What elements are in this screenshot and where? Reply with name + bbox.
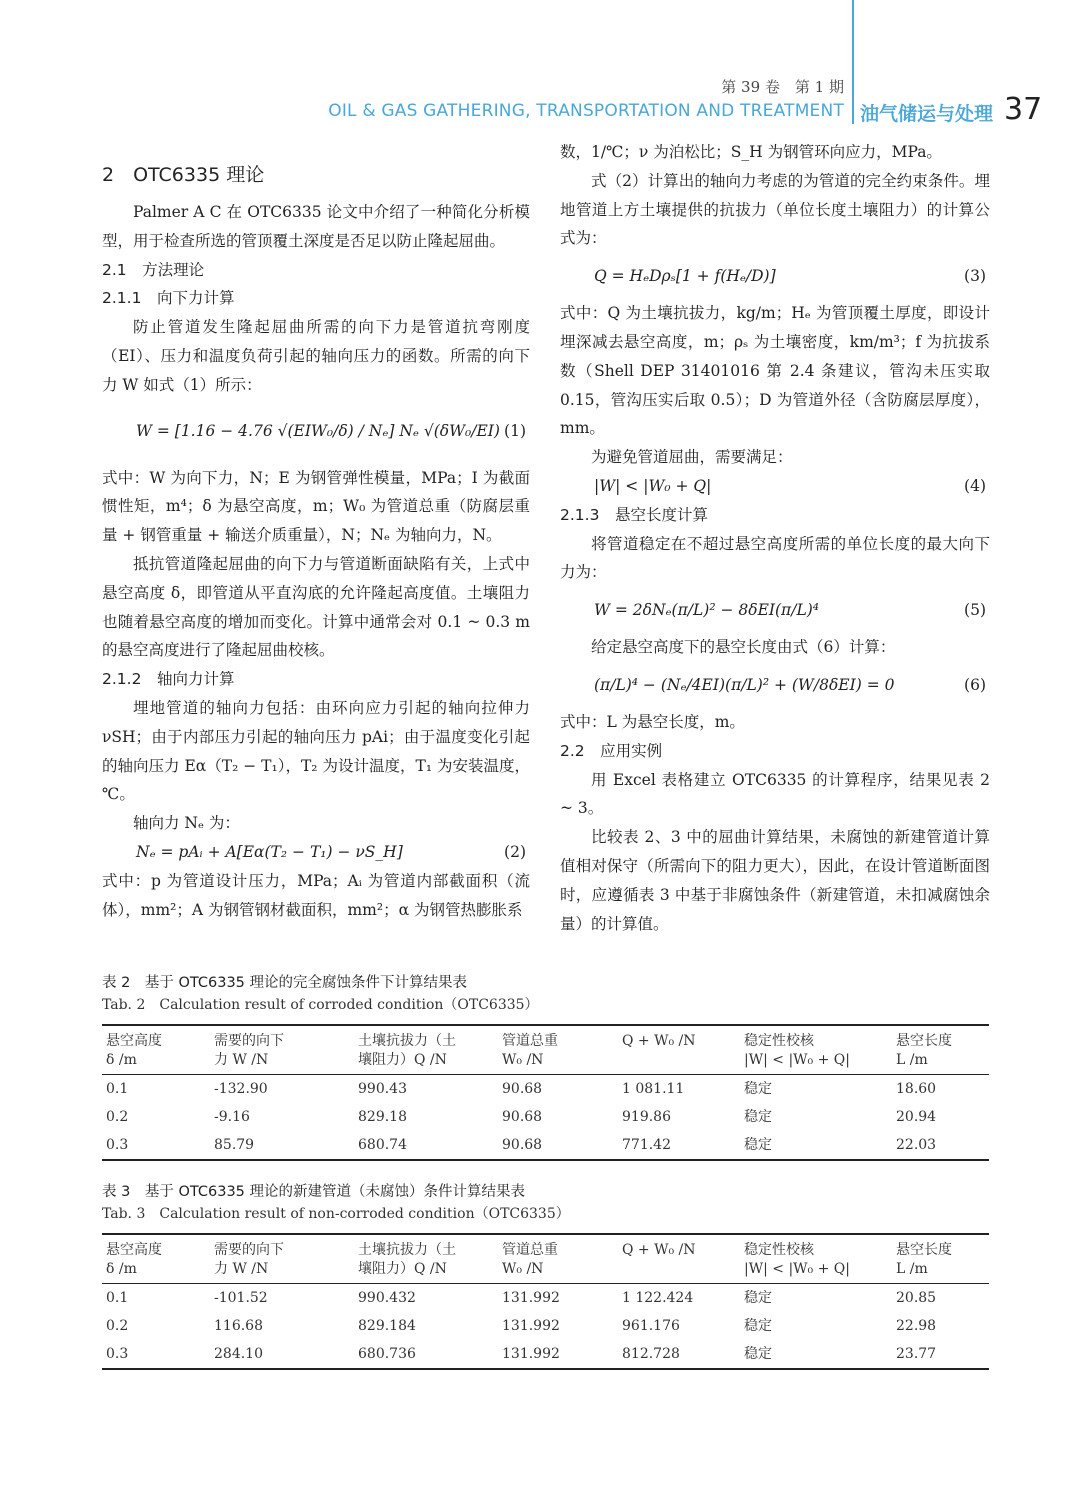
table-header-row <box>102 1234 989 1284</box>
col-header: 管道总重 W₀ /N <box>502 1033 558 1068</box>
page-header <box>0 0 1080 130</box>
equation-text: Nₑ = pAᵢ + A[Eα(T₂ − T₁) − νS_H] <box>136 842 403 861</box>
table-cell: 919.86 <box>622 1109 671 1125</box>
table-cell: 23.77 <box>896 1346 937 1362</box>
table-caption-cn: 表 3 基于 OTC6335 理论的新建管道（未腐蚀）条件计算结果表 <box>102 1184 525 1200</box>
equation-text: W = [1.16 − 4.76 √(EIW₀/δ) / Nₑ] Nₑ √(δW₀/EI) <box>136 422 500 441</box>
col-header: Q + W₀ /N <box>622 1242 696 1258</box>
table-cell: 稳定 <box>744 1081 772 1097</box>
equation-1 <box>102 400 530 464</box>
section-heading: 2 OTC6335 理论 <box>102 164 265 186</box>
table-cell: 131.992 <box>502 1290 560 1306</box>
table-cell: 0.3 <box>106 1137 129 1153</box>
col-header: 悬空高度 δ /m <box>106 1242 162 1277</box>
table-cell: 18.60 <box>896 1081 937 1097</box>
paragraph: 比较表 2、3 中的屈曲计算结果，未腐蚀的新建管道计算值相对保守（所需向下的阻力更大），因此，在设计管道断面图时，应遵循表 3 中基于非腐蚀条件（新建管道，未扣减腐蚀余量）的计算值。 <box>560 828 990 933</box>
table-row <box>102 1284 989 1313</box>
journal-title-en: OIL & GAS GATHERING, TRANSPORTATION AND TREATMENT <box>328 101 844 121</box>
equation-text: |W| < |W₀ + Q| <box>594 476 712 495</box>
table-cell: 0.1 <box>106 1081 129 1097</box>
subsubsection-heading: 2.1.2 轴向力计算 <box>102 670 235 689</box>
table-row <box>102 1075 989 1104</box>
table-cell: -132.90 <box>214 1081 268 1097</box>
subsubsection-heading: 2.1.3 悬空长度计算 <box>560 505 708 524</box>
table-cell: 0.2 <box>106 1109 129 1125</box>
table-2-block <box>102 972 989 1161</box>
paragraph: 式中：L 为悬空长度，m。 <box>560 712 745 731</box>
table-row <box>102 1131 989 1160</box>
equation-text: W = 2δNₑ(π/L)² − 8δEI(π/L)⁴ <box>594 600 820 619</box>
paragraph: 式（2）计算出的轴向力考虑的为管道的完全约束条件。埋地管道上方土壤提供的抗拔力（单位长度土壤阻力）的计算公式为： <box>560 171 990 248</box>
table-row <box>102 1340 989 1369</box>
table-cell: 961.176 <box>622 1318 680 1334</box>
equation-4 <box>560 472 990 501</box>
table-caption-en: Tab. 2 Calculation result of corroded condition（OTC6335） <box>102 997 539 1013</box>
table-cell: 稳定 <box>744 1109 772 1125</box>
equation-6 <box>560 662 990 708</box>
table-cell: 稳定 <box>744 1290 772 1306</box>
table-cell: 829.18 <box>358 1109 407 1125</box>
table-cell: 680.74 <box>358 1137 407 1153</box>
table-caption-cn: 表 2 基于 OTC6335 理论的完全腐蚀条件下计算结果表 <box>102 975 467 991</box>
table-row <box>102 1312 989 1340</box>
paragraph: 数，1/℃；ν 为泊松比；S_H 为钢管环向应力，MPa。 <box>560 143 942 161</box>
table-cell: 90.68 <box>502 1137 543 1153</box>
equation-2 <box>102 838 530 867</box>
col-header: 需要的向下 力 W /N <box>214 1242 284 1277</box>
right-column <box>560 138 990 938</box>
table-cell: 131.992 <box>502 1318 560 1334</box>
paragraph: 埋地管道的轴向力包括：由环向应力引起的轴向拉伸力 νSH；由于内部压力引起的轴向压力 pAi；由于温度变化引起的轴向压力 Eα（T₂ − T₁），T₂ 为设计温度，T₁ 为安装温度，℃。 <box>102 698 530 804</box>
table-cell: 116.68 <box>214 1318 263 1334</box>
table-cell: -9.16 <box>214 1109 250 1125</box>
table-cell: 90.68 <box>502 1109 543 1125</box>
paragraph: 为避免管道屈曲，需要满足： <box>591 448 793 467</box>
left-column <box>102 158 530 924</box>
equation-number: (2) <box>504 842 526 861</box>
table-cell: 稳定 <box>744 1346 772 1362</box>
table-3-block <box>102 1181 989 1370</box>
table-cell: -101.52 <box>214 1290 268 1306</box>
col-header: 悬空长度 L /m <box>896 1033 952 1068</box>
table-cell: 22.98 <box>896 1318 937 1334</box>
table-cell: 1 122.424 <box>622 1290 694 1306</box>
equation-text: Q = HₑDρₛ[1 + f(Hₑ/D)] <box>594 266 776 285</box>
table-cell: 0.2 <box>106 1318 129 1334</box>
table-3 <box>102 1233 989 1370</box>
col-header: 管道总重 W₀ /N <box>502 1242 558 1277</box>
equation-3 <box>560 253 990 299</box>
equation-number: (5) <box>964 600 986 619</box>
paragraph: 将管道稳定在不超过悬空高度所需的单位长度的最大向下力为： <box>560 534 990 582</box>
equation-number: (4) <box>964 476 986 495</box>
table-cell: 稳定 <box>744 1137 772 1153</box>
table-cell: 990.43 <box>358 1081 407 1097</box>
table-cell: 990.432 <box>358 1290 416 1306</box>
table-cell: 680.736 <box>358 1346 416 1362</box>
equation-number: (6) <box>964 675 986 694</box>
paragraph: 式中：Q 为土壤抗拔力，kg/m；Hₑ 为管顶覆土厚度，即设计埋深减去悬空高度，m；ρₛ 为土壤密度，km/m³；f 为抗拔系数（Shell DEP 31401016 第 2.4 条建议，管沟未压实取 0.15，管沟压实后取 0.5）；D 为管道外径（含防腐层厚度），mm。 <box>560 304 990 438</box>
table-cell: 131.992 <box>502 1346 560 1362</box>
paragraph: 轴向力 Nₑ 为： <box>133 814 240 833</box>
table-row <box>102 1103 989 1131</box>
equation-number: (3) <box>964 266 986 285</box>
table-cell: 812.728 <box>622 1346 680 1362</box>
table-2 <box>102 1024 989 1161</box>
table-cell: 829.184 <box>358 1318 416 1334</box>
journal-title-cn: 油气储运与处理 <box>860 103 994 125</box>
table-cell: 0.1 <box>106 1290 129 1306</box>
issue-info: 第 39 卷 第 1 期 <box>721 78 844 96</box>
header-divider <box>852 0 854 124</box>
table-cell: 稳定 <box>744 1318 772 1334</box>
table-cell: 1 081.11 <box>622 1081 685 1097</box>
paragraph: 防止管道发生隆起屈曲所需的向下力是管道抗弯刚度（EI）、压力和温度负荷引起的轴向压力的函数。所需的向下力 W 如式（1）所示： <box>102 318 530 394</box>
table-header-row <box>102 1025 989 1075</box>
subsubsection-heading: 2.1.1 向下力计算 <box>102 289 235 308</box>
table-cell: 771.42 <box>622 1137 671 1153</box>
col-header: 土壤抗拔力（土 壤阻力）Q /N <box>358 1033 456 1068</box>
col-header: 悬空高度 δ /m <box>106 1033 162 1068</box>
paragraph: 抵抗管道隆起屈曲的向下力与管道断面缺陷有关，上式中悬空高度 δ，即管道从平直沟底的允许隆起高度值。土壤阻力也随着悬空高度的增加而变化。计算中通常会对 0.1 ~ 0.3 m 的悬空高度进行了隆起屈曲校核。 <box>102 554 530 660</box>
subsection-heading: 2.2 应用实例 <box>560 741 663 760</box>
subsection-heading: 2.1 方法理论 <box>102 260 205 279</box>
col-header: 需要的向下 力 W /N <box>214 1033 284 1068</box>
equation-text: (π/L)⁴ − (Nₑ/4EI)(π/L)² + (W/8δEI) = 0 <box>594 675 895 694</box>
paragraph: 式中：W 为向下力，N；E 为钢管弹性模量，MPa；I 为截面惯性矩，m⁴；δ 为悬空高度，m；W₀ 为管道总重（防腐层重量 + 钢管重量 + 输送介质重量），N；Nₑ 为轴向力，N。 <box>102 468 530 545</box>
table-cell: 90.68 <box>502 1081 543 1097</box>
table-cell: 0.3 <box>106 1346 129 1362</box>
equation-number: (1) <box>504 422 526 441</box>
table-cell: 85.79 <box>214 1137 255 1153</box>
page-number: 37 <box>1004 92 1043 127</box>
table-cell: 20.85 <box>896 1290 937 1306</box>
table-cell: 22.03 <box>896 1137 937 1153</box>
col-header: 稳定性校核 |W| < |W₀ + Q| <box>744 1242 850 1277</box>
table-cell: 284.10 <box>214 1346 263 1362</box>
table-caption-en: Tab. 3 Calculation result of non-corroded condition（OTC6335） <box>102 1206 570 1222</box>
table-cell: 20.94 <box>896 1109 937 1125</box>
col-header: 悬空长度 L /m <box>896 1242 952 1277</box>
equation-5 <box>560 587 990 633</box>
paragraph: 用 Excel 表格建立 OTC6335 的计算程序，结果见表 2 ~ 3。 <box>560 770 990 818</box>
col-header: 稳定性校核 |W| < |W₀ + Q| <box>744 1033 850 1068</box>
col-header: 土壤抗拔力（土 壤阻力）Q /N <box>358 1242 456 1277</box>
paragraph: 式中：p 为管道设计压力，MPa；Aᵢ 为管道内部截面积（流体），mm²；A 为钢管钢材截面积，mm²；α 为钢管热膨胀系 <box>102 871 530 919</box>
paragraph: Palmer A C 在 OTC6335 论文中介绍了一种简化分析模型，用于检查所选的管顶覆土深度是否足以防止隆起屈曲。 <box>102 203 530 250</box>
paragraph: 给定悬空高度下的悬空长度由式（6）计算： <box>591 638 896 657</box>
col-header: Q + W₀ /N <box>622 1033 696 1049</box>
